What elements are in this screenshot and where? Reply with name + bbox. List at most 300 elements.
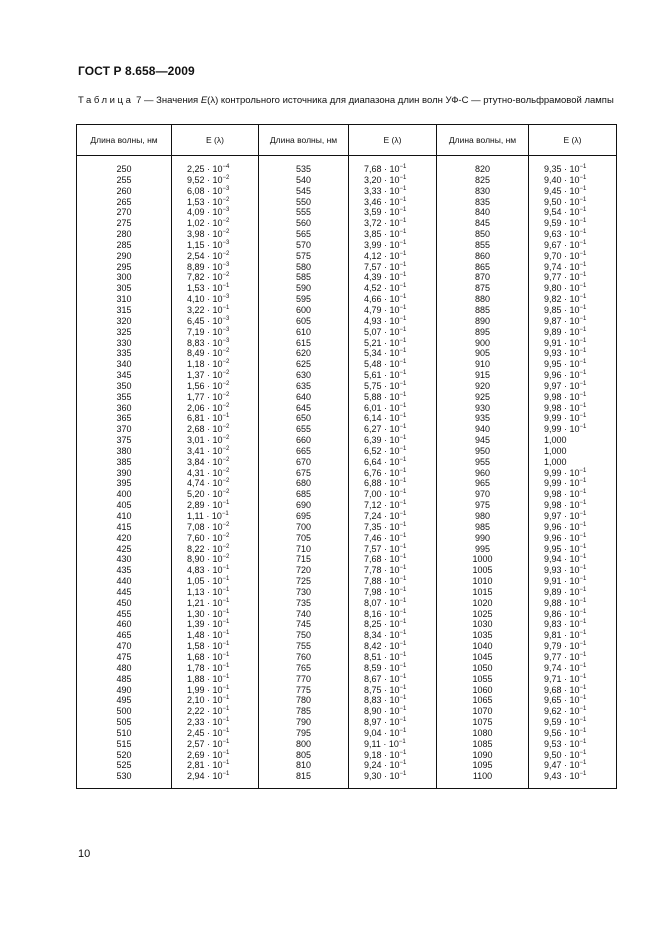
- wavelength-cell: 790: [259, 717, 349, 728]
- e-lambda-cell: $8,83 \cdot 10^{-1}$: [349, 695, 437, 706]
- e-lambda-cell: $6,52 \cdot 10^{-1}$: [349, 446, 437, 457]
- wavelength-cell: 250: [77, 156, 172, 175]
- wavelength-cell: 1020: [437, 598, 529, 609]
- e-lambda-cell: $2,81 \cdot 10^{-1}$: [172, 760, 259, 771]
- e-lambda-cell: $9,91 \cdot 10^{-1}$: [529, 338, 617, 349]
- e-lambda-cell: $9,85 \cdot 10^{-1}$: [529, 305, 617, 316]
- wavelength-cell: 825: [437, 175, 529, 186]
- wavelength-cell: 405: [77, 500, 172, 511]
- e-lambda-cell: $9,50 \cdot 10^{-1}$: [529, 750, 617, 761]
- e-lambda-cell: $9,56 \cdot 10^{-1}$: [529, 728, 617, 739]
- wavelength-cell: 1040: [437, 641, 529, 652]
- e-lambda-cell: $5,61 \cdot 10^{-1}$: [349, 370, 437, 381]
- wavelength-cell: 1050: [437, 663, 529, 674]
- wavelength-cell: 885: [437, 305, 529, 316]
- e-lambda-cell: $5,07 \cdot 10^{-1}$: [349, 327, 437, 338]
- e-lambda-cell: $7,35 \cdot 10^{-1}$: [349, 522, 437, 533]
- e-lambda-cell: $9,77 \cdot 10^{-1}$: [529, 272, 617, 283]
- wavelength-cell: 500: [77, 706, 172, 717]
- e-lambda-cell: $9,91 \cdot 10^{-1}$: [529, 576, 617, 587]
- e-lambda-cell: $9,68 \cdot 10^{-1}$: [529, 685, 617, 696]
- e-lambda-cell: $9,59 \cdot 10^{-1}$: [529, 717, 617, 728]
- e-lambda-cell: $6,27 \cdot 10^{-1}$: [349, 424, 437, 435]
- e-lambda-cell: $1,78 \cdot 10^{-1}$: [172, 663, 259, 674]
- wavelength-cell: 260: [77, 186, 172, 197]
- e-lambda-cell: $3,41 \cdot 10^{-2}$: [172, 446, 259, 457]
- wavelength-cell: 550: [259, 197, 349, 208]
- column-header-wavelength-3: Длина волны, нм: [437, 125, 529, 156]
- table-row: [77, 283, 617, 294]
- wavelength-cell: 555: [259, 207, 349, 218]
- e-lambda-cell: $8,34 \cdot 10^{-1}$: [349, 630, 437, 641]
- e-lambda-cell: $2,06 \cdot 10^{-2}$: [172, 403, 259, 414]
- e-lambda-cell: $9,97 \cdot 10^{-1}$: [529, 381, 617, 392]
- e-lambda-cell: $9,98 \cdot 10^{-1}$: [529, 403, 617, 414]
- wavelength-cell: 315: [77, 305, 172, 316]
- e-lambda-cell: $1,99 \cdot 10^{-1}$: [172, 685, 259, 696]
- wavelength-cell: 510: [77, 728, 172, 739]
- e-lambda-cell: $7,88 \cdot 10^{-1}$: [349, 576, 437, 587]
- wavelength-cell: 1055: [437, 674, 529, 685]
- column-header-e-lambda-2: E (λ): [349, 125, 437, 156]
- table-row: [77, 457, 617, 468]
- wavelength-cell: 625: [259, 359, 349, 370]
- e-lambda-cell: $4,39 \cdot 10^{-1}$: [349, 272, 437, 283]
- wavelength-cell: 970: [437, 489, 529, 500]
- wavelength-cell: 875: [437, 283, 529, 294]
- wavelength-cell: 880: [437, 294, 529, 305]
- wavelength-cell: 605: [259, 316, 349, 327]
- wavelength-cell: 675: [259, 468, 349, 479]
- e-lambda-cell: $9,52 \cdot 10^{-2}$: [172, 175, 259, 186]
- wavelength-cell: 475: [77, 652, 172, 663]
- e-lambda-cell: $9,63 \cdot 10^{-1}$: [529, 229, 617, 240]
- e-lambda-cell: $9,50 \cdot 10^{-1}$: [529, 197, 617, 208]
- table-row: [77, 760, 617, 771]
- e-lambda-cell: $9,96 \cdot 10^{-1}$: [529, 533, 617, 544]
- wavelength-cell: 420: [77, 533, 172, 544]
- e-lambda-cell: $9,83 \cdot 10^{-1}$: [529, 619, 617, 630]
- e-lambda-cell: $9,99 \cdot 10^{-1}$: [529, 413, 617, 424]
- wavelength-cell: 1015: [437, 587, 529, 598]
- e-lambda-cell: $5,21 \cdot 10^{-1}$: [349, 338, 437, 349]
- e-lambda-cell: $9,86 \cdot 10^{-1}$: [529, 609, 617, 620]
- wavelength-cell: 985: [437, 522, 529, 533]
- wavelength-cell: 955: [437, 457, 529, 468]
- e-lambda-cell: $9,96 \cdot 10^{-1}$: [529, 370, 617, 381]
- e-lambda-cell: 1,000: [529, 457, 617, 468]
- e-lambda-cell: $1,77 \cdot 10^{-2}$: [172, 392, 259, 403]
- table-row: [77, 207, 617, 218]
- e-lambda-cell: $8,59 \cdot 10^{-1}$: [349, 663, 437, 674]
- wavelength-cell: 630: [259, 370, 349, 381]
- wavelength-cell: 575: [259, 251, 349, 262]
- e-lambda-cell: $1,18 \cdot 10^{-2}$: [172, 359, 259, 370]
- wavelength-cell: 685: [259, 489, 349, 500]
- e-lambda-cell: $9,97 \cdot 10^{-1}$: [529, 511, 617, 522]
- e-lambda-cell: $1,05 \cdot 10^{-1}$: [172, 576, 259, 587]
- wavelength-cell: 650: [259, 413, 349, 424]
- wavelength-cell: 665: [259, 446, 349, 457]
- e-lambda-cell: $7,12 \cdot 10^{-1}$: [349, 500, 437, 511]
- wavelength-cell: 915: [437, 370, 529, 381]
- table-row: [77, 338, 617, 349]
- wavelength-cell: 530: [77, 771, 172, 788]
- wavelength-cell: 545: [259, 186, 349, 197]
- wavelength-cell: 785: [259, 706, 349, 717]
- column-header-e-lambda-1: E (λ): [172, 125, 259, 156]
- e-lambda-cell: $2,69 \cdot 10^{-1}$: [172, 750, 259, 761]
- page-number: 10: [78, 848, 91, 860]
- e-lambda-cell: $1,21 \cdot 10^{-1}$: [172, 598, 259, 609]
- wavelength-cell: 390: [77, 468, 172, 479]
- wavelength-cell: 330: [77, 338, 172, 349]
- table-row: [77, 305, 617, 316]
- e-lambda-cell: $9,99 \cdot 10^{-1}$: [529, 478, 617, 489]
- e-lambda-cell: $9,87 \cdot 10^{-1}$: [529, 316, 617, 327]
- wavelength-cell: 850: [437, 229, 529, 240]
- e-lambda-cell: $9,79 \cdot 10^{-1}$: [529, 641, 617, 652]
- e-lambda-cell: $8,22 \cdot 10^{-2}$: [172, 544, 259, 555]
- wavelength-cell: 905: [437, 348, 529, 359]
- wavelength-cell: 430: [77, 554, 172, 565]
- e-lambda-cell: $7,57 \cdot 10^{-1}$: [349, 544, 437, 555]
- e-lambda-cell: $9,99 \cdot 10^{-1}$: [529, 468, 617, 479]
- table-row: [77, 771, 617, 788]
- wavelength-cell: 455: [77, 609, 172, 620]
- e-lambda-cell: $7,78 \cdot 10^{-1}$: [349, 565, 437, 576]
- wavelength-cell: 690: [259, 500, 349, 511]
- e-lambda-cell: $1,68 \cdot 10^{-1}$: [172, 652, 259, 663]
- e-lambda-cell: $1,15 \cdot 10^{-3}$: [172, 240, 259, 251]
- wavelength-cell: 740: [259, 609, 349, 620]
- wavelength-cell: 715: [259, 554, 349, 565]
- wavelength-cell: 660: [259, 435, 349, 446]
- e-lambda-cell: $7,60 \cdot 10^{-2}$: [172, 533, 259, 544]
- e-lambda-cell: $4,31 \cdot 10^{-2}$: [172, 468, 259, 479]
- wavelength-cell: 1075: [437, 717, 529, 728]
- wavelength-cell: 815: [259, 771, 349, 788]
- e-lambda-cell: $8,90 \cdot 10^{-1}$: [349, 706, 437, 717]
- wavelength-cell: 525: [77, 760, 172, 771]
- e-lambda-cell: $6,39 \cdot 10^{-1}$: [349, 435, 437, 446]
- wavelength-cell: 925: [437, 392, 529, 403]
- wavelength-cell: 275: [77, 218, 172, 229]
- e-lambda-cell: $2,68 \cdot 10^{-2}$: [172, 424, 259, 435]
- table-row: [77, 348, 617, 359]
- e-lambda-cell: $9,96 \cdot 10^{-1}$: [529, 522, 617, 533]
- e-lambda-cell: $7,00 \cdot 10^{-1}$: [349, 489, 437, 500]
- table-row: [77, 728, 617, 739]
- wavelength-cell: 255: [77, 175, 172, 186]
- e-lambda-cell: 1,000: [529, 446, 617, 457]
- table-row: [77, 316, 617, 327]
- e-lambda-cell: $3,33 \cdot 10^{-1}$: [349, 186, 437, 197]
- wavelength-cell: 1070: [437, 706, 529, 717]
- e-lambda-cell: $9,88 \cdot 10^{-1}$: [529, 598, 617, 609]
- data-table: [76, 124, 617, 789]
- e-lambda-cell: $8,25 \cdot 10^{-1}$: [349, 619, 437, 630]
- e-lambda-cell: $9,71 \cdot 10^{-1}$: [529, 674, 617, 685]
- e-lambda-cell: $9,98 \cdot 10^{-1}$: [529, 392, 617, 403]
- e-lambda-cell: $6,45 \cdot 10^{-3}$: [172, 316, 259, 327]
- e-lambda-cell: $3,72 \cdot 10^{-1}$: [349, 218, 437, 229]
- wavelength-cell: 535: [259, 156, 349, 175]
- e-lambda-cell: $1,56 \cdot 10^{-2}$: [172, 381, 259, 392]
- e-lambda-cell: $3,98 \cdot 10^{-2}$: [172, 229, 259, 240]
- e-lambda-cell: $9,59 \cdot 10^{-1}$: [529, 218, 617, 229]
- wavelength-cell: 765: [259, 663, 349, 674]
- e-lambda-cell: $7,57 \cdot 10^{-1}$: [349, 262, 437, 273]
- e-lambda-cell: $1,11 \cdot 10^{-1}$: [172, 511, 259, 522]
- e-lambda-cell: $2,94 \cdot 10^{-1}$: [172, 771, 259, 788]
- wavelength-cell: 910: [437, 359, 529, 370]
- e-lambda-cell: $9,67 \cdot 10^{-1}$: [529, 240, 617, 251]
- e-lambda-cell: $3,59 \cdot 10^{-1}$: [349, 207, 437, 218]
- wavelength-cell: 1005: [437, 565, 529, 576]
- column-header-wavelength-1: Длина волны, нм: [77, 125, 172, 156]
- wavelength-cell: 540: [259, 175, 349, 186]
- caption-text-before: — Значения: [141, 95, 201, 106]
- table-row: [77, 272, 617, 283]
- e-lambda-cell: $4,09 \cdot 10^{-3}$: [172, 207, 259, 218]
- wavelength-cell: 1010: [437, 576, 529, 587]
- e-lambda-cell: $9,93 \cdot 10^{-1}$: [529, 348, 617, 359]
- e-lambda-cell: $3,01 \cdot 10^{-2}$: [172, 435, 259, 446]
- e-lambda-cell: $9,82 \cdot 10^{-1}$: [529, 294, 617, 305]
- e-lambda-cell: $2,89 \cdot 10^{-1}$: [172, 500, 259, 511]
- wavelength-cell: 380: [77, 446, 172, 457]
- wavelength-cell: 505: [77, 717, 172, 728]
- e-lambda-cell: $4,83 \cdot 10^{-1}$: [172, 565, 259, 576]
- e-lambda-cell: $9,95 \cdot 10^{-1}$: [529, 359, 617, 370]
- table-row: [77, 381, 617, 392]
- wavelength-cell: 755: [259, 641, 349, 652]
- e-lambda-cell: $1,02 \cdot 10^{-2}$: [172, 218, 259, 229]
- e-lambda-cell: $9,35 \cdot 10^{-1}$: [529, 156, 617, 175]
- e-lambda-cell: $9,45 \cdot 10^{-1}$: [529, 186, 617, 197]
- table-row: [77, 468, 617, 479]
- e-lambda-cell: $6,81 \cdot 10^{-1}$: [172, 413, 259, 424]
- wavelength-cell: 770: [259, 674, 349, 685]
- e-lambda-cell: $9,94 \cdot 10^{-1}$: [529, 554, 617, 565]
- caption-label: Таблица: [78, 95, 134, 106]
- e-lambda-cell: $7,82 \cdot 10^{-2}$: [172, 272, 259, 283]
- wavelength-cell: 610: [259, 327, 349, 338]
- document-header: ГОСТ Р 8.658—2009: [78, 64, 195, 78]
- wavelength-cell: 805: [259, 750, 349, 761]
- e-lambda-cell: $2,54 \cdot 10^{-2}$: [172, 251, 259, 262]
- e-lambda-cell: $8,07 \cdot 10^{-1}$: [349, 598, 437, 609]
- wavelength-cell: 515: [77, 739, 172, 750]
- e-lambda-cell: $3,99 \cdot 10^{-1}$: [349, 240, 437, 251]
- e-lambda-cell: $9,04 \cdot 10^{-1}$: [349, 728, 437, 739]
- e-lambda-cell: $7,68 \cdot 10^{-1}$: [349, 156, 437, 175]
- e-lambda-cell: $5,75 \cdot 10^{-1}$: [349, 381, 437, 392]
- caption-number: 7: [136, 95, 142, 106]
- e-lambda-cell: $8,75 \cdot 10^{-1}$: [349, 685, 437, 696]
- e-lambda-cell: $2,45 \cdot 10^{-1}$: [172, 728, 259, 739]
- e-lambda-cell: $8,83 \cdot 10^{-3}$: [172, 338, 259, 349]
- e-lambda-cell: $1,58 \cdot 10^{-1}$: [172, 641, 259, 652]
- wavelength-cell: 720: [259, 565, 349, 576]
- e-lambda-cell: $3,85 \cdot 10^{-1}$: [349, 229, 437, 240]
- table-body: [77, 156, 617, 789]
- table-row: [77, 229, 617, 240]
- wavelength-cell: 400: [77, 489, 172, 500]
- table-row: [77, 750, 617, 761]
- wavelength-cell: 310: [77, 294, 172, 305]
- wavelength-cell: 300: [77, 272, 172, 283]
- e-lambda-cell: $4,52 \cdot 10^{-1}$: [349, 283, 437, 294]
- wavelength-cell: 995: [437, 544, 529, 555]
- e-lambda-cell: $9,18 \cdot 10^{-1}$: [349, 750, 437, 761]
- e-lambda-cell: $9,43 \cdot 10^{-1}$: [529, 771, 617, 788]
- wavelength-cell: 990: [437, 533, 529, 544]
- wavelength-cell: 840: [437, 207, 529, 218]
- table-row: [77, 392, 617, 403]
- e-lambda-cell: $2,22 \cdot 10^{-1}$: [172, 706, 259, 717]
- wavelength-cell: 435: [77, 565, 172, 576]
- e-lambda-cell: $8,42 \cdot 10^{-1}$: [349, 641, 437, 652]
- e-lambda-cell: $9,40 \cdot 10^{-1}$: [529, 175, 617, 186]
- wavelength-cell: 580: [259, 262, 349, 273]
- e-lambda-cell: $5,20 \cdot 10^{-2}$: [172, 489, 259, 500]
- table-row: [77, 609, 617, 620]
- wavelength-cell: 345: [77, 370, 172, 381]
- wavelength-cell: 645: [259, 403, 349, 414]
- wavelength-cell: 980: [437, 511, 529, 522]
- wavelength-cell: 735: [259, 598, 349, 609]
- e-lambda-cell: $4,10 \cdot 10^{-3}$: [172, 294, 259, 305]
- e-lambda-cell: $9,80 \cdot 10^{-1}$: [529, 283, 617, 294]
- wavelength-cell: 490: [77, 685, 172, 696]
- e-lambda-cell: $6,76 \cdot 10^{-1}$: [349, 468, 437, 479]
- e-lambda-cell: $4,12 \cdot 10^{-1}$: [349, 251, 437, 262]
- table-row: [77, 500, 617, 511]
- wavelength-cell: 495: [77, 695, 172, 706]
- e-lambda-cell: $3,84 \cdot 10^{-2}$: [172, 457, 259, 468]
- e-lambda-cell: $9,30 \cdot 10^{-1}$: [349, 771, 437, 788]
- table-row: [77, 663, 617, 674]
- caption-text-after: контрольного источника для диапазона длин волн УФ-С — ртутно-вольфрамовой лампы: [218, 95, 614, 106]
- e-lambda-cell: $1,48 \cdot 10^{-1}$: [172, 630, 259, 641]
- e-lambda-cell: $7,08 \cdot 10^{-2}$: [172, 522, 259, 533]
- wavelength-cell: 820: [437, 156, 529, 175]
- e-lambda-cell: $9,93 \cdot 10^{-1}$: [529, 565, 617, 576]
- e-lambda-cell: $9,65 \cdot 10^{-1}$: [529, 695, 617, 706]
- e-lambda-cell: $9,95 \cdot 10^{-1}$: [529, 544, 617, 555]
- e-lambda-cell: $1,30 \cdot 10^{-1}$: [172, 609, 259, 620]
- column-header-wavelength-2: Длина волны, нм: [259, 125, 349, 156]
- wavelength-cell: 360: [77, 403, 172, 414]
- wavelength-cell: 320: [77, 316, 172, 327]
- wavelength-cell: 450: [77, 598, 172, 609]
- wavelength-cell: 470: [77, 641, 172, 652]
- wavelength-cell: 890: [437, 316, 529, 327]
- table-row: [77, 240, 617, 251]
- wavelength-cell: 290: [77, 251, 172, 262]
- wavelength-cell: 1025: [437, 609, 529, 620]
- e-lambda-cell: $8,89 \cdot 10^{-3}$: [172, 262, 259, 273]
- wavelength-cell: 335: [77, 348, 172, 359]
- table-row: [77, 251, 617, 262]
- wavelength-cell: 1000: [437, 554, 529, 565]
- e-lambda-cell: $9,47 \cdot 10^{-1}$: [529, 760, 617, 771]
- table-row: [77, 370, 617, 381]
- e-lambda-cell: $9,54 \cdot 10^{-1}$: [529, 207, 617, 218]
- table-row: [77, 403, 617, 414]
- table-row: [77, 218, 617, 229]
- wavelength-cell: 365: [77, 413, 172, 424]
- table-row: [77, 413, 617, 424]
- wavelength-cell: 325: [77, 327, 172, 338]
- e-lambda-cell: $2,57 \cdot 10^{-1}$: [172, 739, 259, 750]
- wavelength-cell: 860: [437, 251, 529, 262]
- wavelength-cell: 1100: [437, 771, 529, 788]
- wavelength-cell: 480: [77, 663, 172, 674]
- wavelength-cell: 945: [437, 435, 529, 446]
- wavelength-cell: 595: [259, 294, 349, 305]
- e-lambda-cell: $1,88 \cdot 10^{-1}$: [172, 674, 259, 685]
- wavelength-cell: 935: [437, 413, 529, 424]
- e-lambda-cell: $7,19 \cdot 10^{-3}$: [172, 327, 259, 338]
- e-lambda-cell: $5,88 \cdot 10^{-1}$: [349, 392, 437, 403]
- wavelength-cell: 1035: [437, 630, 529, 641]
- wavelength-cell: 585: [259, 272, 349, 283]
- wavelength-cell: 600: [259, 305, 349, 316]
- wavelength-cell: 1045: [437, 652, 529, 663]
- e-lambda-cell: $8,49 \cdot 10^{-2}$: [172, 348, 259, 359]
- e-lambda-cell: $9,24 \cdot 10^{-1}$: [349, 760, 437, 771]
- wavelength-cell: 340: [77, 359, 172, 370]
- wavelength-cell: 670: [259, 457, 349, 468]
- e-lambda-cell: $5,48 \cdot 10^{-1}$: [349, 359, 437, 370]
- wavelength-cell: 1095: [437, 760, 529, 771]
- wavelength-cell: 950: [437, 446, 529, 457]
- caption-paren: (λ): [207, 95, 219, 106]
- wavelength-cell: 635: [259, 381, 349, 392]
- e-lambda-cell: $8,67 \cdot 10^{-1}$: [349, 674, 437, 685]
- table-row: [77, 587, 617, 598]
- wavelength-cell: 445: [77, 587, 172, 598]
- e-lambda-cell: $6,88 \cdot 10^{-1}$: [349, 478, 437, 489]
- table-row: [77, 674, 617, 685]
- table-row: [77, 533, 617, 544]
- wavelength-cell: 295: [77, 262, 172, 273]
- e-lambda-cell: $1,53 \cdot 10^{-1}$: [172, 283, 259, 294]
- wavelength-cell: 1065: [437, 695, 529, 706]
- e-lambda-cell: $9,53 \cdot 10^{-1}$: [529, 739, 617, 750]
- wavelength-cell: 280: [77, 229, 172, 240]
- e-lambda-cell: $6,14 \cdot 10^{-1}$: [349, 413, 437, 424]
- e-lambda-cell: $9,98 \cdot 10^{-1}$: [529, 500, 617, 511]
- wavelength-cell: 960: [437, 468, 529, 479]
- e-lambda-cell: $3,20 \cdot 10^{-1}$: [349, 175, 437, 186]
- wavelength-cell: 855: [437, 240, 529, 251]
- e-lambda-cell: $1,53 \cdot 10^{-2}$: [172, 197, 259, 208]
- e-lambda-cell: $2,10 \cdot 10^{-1}$: [172, 695, 259, 706]
- e-lambda-cell: $9,89 \cdot 10^{-1}$: [529, 587, 617, 598]
- e-lambda-cell: $7,68 \cdot 10^{-1}$: [349, 554, 437, 565]
- wavelength-cell: 700: [259, 522, 349, 533]
- wavelength-cell: 900: [437, 338, 529, 349]
- wavelength-cell: 710: [259, 544, 349, 555]
- e-lambda-cell: $7,98 \cdot 10^{-1}$: [349, 587, 437, 598]
- wavelength-cell: 965: [437, 478, 529, 489]
- e-lambda-cell: $9,81 \cdot 10^{-1}$: [529, 630, 617, 641]
- wavelength-cell: 1090: [437, 750, 529, 761]
